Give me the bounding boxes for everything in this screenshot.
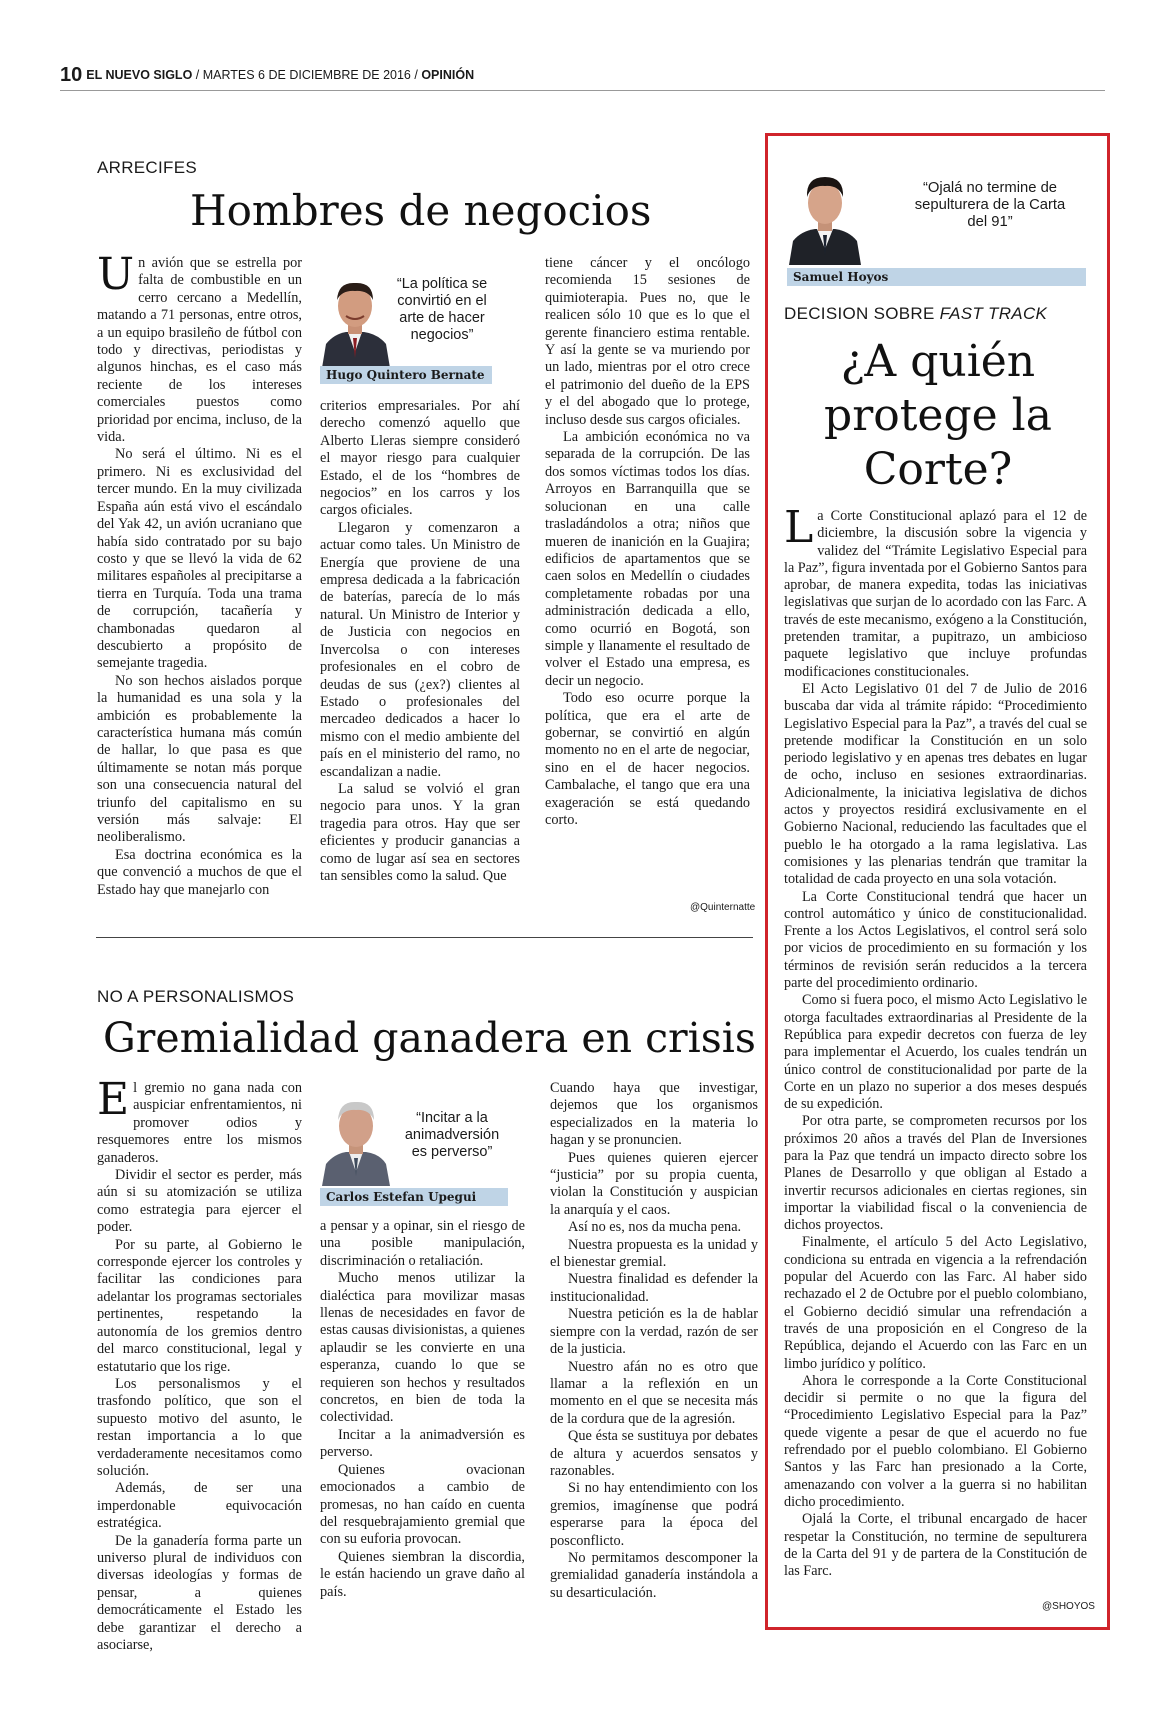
article2-col1-p1-text: l gremio no gana nada con auspiciar enfrentamientos, ni promover odios y resquemores entre los mismos ganaderos. (97, 1080, 302, 1166)
article3-headline (768, 335, 1108, 497)
paragraph: Nuestra petición es la de hablar siempre con la verdad, razón de ser de la justicia. (550, 1306, 758, 1358)
headline-line: ¿A quién (840, 336, 1036, 387)
paragraph: Esa doctrina económica es la que convenció a muchos de que el Estado hay que manejarlo con (97, 846, 302, 898)
author-photo-carlos-estefan (320, 1092, 392, 1186)
article1-column-1 (97, 249, 302, 899)
paragraph: Ojalá la Corte, el tribunal encargado de hacer respetar la Constitución, no termine de sepulturera de la Carta del 91 y de partera de la Constitución de las Farc. (784, 1511, 1087, 1580)
paragraph: Por otra parte, se comprometen recursos por los próximos 20 años a través del Plan de Inversiones para la Paz que tendrá un impacto directo sobre los Planes de Desarrollo y que obligan al Estado a invertir recursos adicionales en ciertas regiones, sin importar la viabilidad fiscal o la conveniencia de dichos proyectos. (784, 1113, 1087, 1234)
paragraph: Nuestra finalidad es defender la institucionalidad. (550, 1271, 758, 1305)
paragraph: El Acto Legislativo 01 del 7 de Julio de 2016 buscaba dar vida al trámite rápido: “Procedimiento Legislativo Especial para la Paz”, a través del cual se pretende modificar la Constitución en un solo periodo legislativo y en apenas tres debates en lugar de ocho, incluso en sesiones extraordinarias. Adicionalmente, la iniciativa legislativa de dichos actos y proyectos residirá exclusivamente en el Gobierno Nacional, reduciendo las facultades que el pueblo le ha otorgado a la rama legislativa. Las comisiones y las plenarias tendrán que tramitar la totalidad de cada proyecto en una sola votación. (784, 680, 1087, 888)
paragraph: De la ganadería forma parte un universo plural de individuos con diversas ideologías y formas de pensar, a quienes democráticamente el Estado les debe garantizar el derecho a asociarse, (97, 1532, 302, 1653)
headline-line: protege la (824, 390, 1052, 441)
article1-author-handle: @Quinternatte (690, 902, 756, 913)
paragraph: No será el último. Ni es el primero. Ni es exclusividad del tercer mundo. En la muy civilizada España aún está vivo el escándalo del Yak 42, un avión ucraniano que había sido contratado por su bajo costo y que se llevó la vida de 62 militares españoles al precipitarse a tierra en Turquía. Toda una trama de corrupción, tacañería y chambonadas quedaron al descubierto a propósito de semejante tragedia. (97, 446, 302, 672)
paragraph: Llegaron y comenzaron a actuar como tales. Un Ministro de Energía que proviene de una empresa dedicada a la fabricación de baterías, parecía de lo más natural. Un Ministro de Interior y de Justicia con negocios en Invercolsa o con intereses profesionales en el cobro de deudas de sus (¿ex?) clientes al Estado o profesionales del mercadeo dedicados a hacer lo mismo con el medio ambiente del país en el ministerio del ramo, no escandalizan a nadie. (320, 519, 520, 780)
article3-p1-text: a Corte Constitucional aplazó para el 12 de diciembre, la discusión sobre la vigencia y validez del “Trámite Legislativo Especial para la Paz”, figura inventada por el Gobierno Santos para aprobar, de manera expedita, todas las iniciativas legislativas que surjan de lo acordado con las Farc. A través de este mecanismo, exógeno a la Constitución, pretenden tramitar, a pupitrazo, un ambicioso paquete legislativo que incluye profundas modificaciones constitucionales. (784, 508, 1087, 680)
article3-author-handle: @SHOYOS (1042, 1601, 1095, 1612)
article2-column-2 (320, 1218, 525, 1601)
article2-pull-quote: “Incitar a la animadversión es perverso” (404, 1110, 500, 1160)
headline-line: Corte? (863, 444, 1013, 495)
section-name: OPINIÓN (421, 68, 475, 82)
paragraph: La ambición económica no va separada de la corrupción. De las dos somos víctimas todos los días. Arroyos en Barranquilla que se solucionan en una calle trasladándolos a otra; niños que mueren de inanición en la Guajira; edificios de apartamentos que se caen solos en Medellín o ciudades completamente robadas por una administración dedicada a ello, como ocurrió en Bogotá, son simple y llanamente el resultado de volver el Estado una empresa, es decir un negocio. (545, 429, 750, 689)
article2-author-box (320, 1092, 508, 1208)
author-photo-samuel-hoyos (787, 165, 863, 265)
publication-name: EL NUEVO SIGLO (86, 68, 193, 82)
paragraph: Los personalismos y el trasfondo político, que son el supuesto motivo del asunto, le restan importancia a lo que verdaderamente necesitamos como solución. (97, 1375, 302, 1479)
article3-kicker (784, 304, 1047, 324)
paragraph: Quienes ovacionan emocionados a cambio de promesas, no han caído en cuenta del resquebrajamiento gremial que con su euforia provocan. (320, 1461, 525, 1548)
page-number: 10 (60, 64, 83, 86)
issue-date: MARTES 6 DE DICIEMBRE DE 2016 (202, 68, 411, 82)
article2-author-name: Carlos Estefan Upegui (320, 1188, 508, 1206)
kicker-italic-text: FAST TRACK (939, 304, 1048, 323)
paragraph: Todo eso ocurre porque la política, que era el arte de gobernar, se convirtió en algún momento no en el arte de negociar, sino en el de hacer negocios. Cambalache, el tango que era una exageración se está quedando corto. (545, 690, 750, 828)
paragraph: Como si fuera poco, el mismo Acto Legislativo le otorga facultades extraordinarias al Presidente de la República para expedir decretos con fuerza de ley para implementar el Acuerdo, los cuales tendrán un único control de constitucionalidad por parte de la Corte en un plazo no superior a dos meses después de su expedición. (784, 992, 1087, 1113)
paragraph: Ahora le corresponde a la Corte Constitucional decidir si permite o no que la figura del “Procedimiento Legislativo Especial para la Paz” quede vigente a pesar de que el acuerdo no fue refrendado por el pueblo colombiano. El Gobierno Santos y las Farc han presionado a la Corte, amenazando con volver a la guerra si no habilitan dicho procedimiento. (784, 1372, 1087, 1510)
article3-body (784, 502, 1087, 1580)
article1-column-2 (320, 398, 520, 885)
paragraph: Mucho menos utilizar la dialéctica para movilizar masas llenas de necesidades en favor de estas causas divisionistas, a quienes aplaudir se les convierte en una esperanza, cuando lo que se requieren son hechos y resultados concretos, en bien de toda la colectividad. (320, 1270, 525, 1426)
article1-author-name: Hugo Quintero Bernate (320, 366, 492, 384)
author-photo-hugo-quintero (320, 272, 390, 368)
article2-headline: Gremialidad ganadera en crisis (103, 1014, 756, 1062)
header-rule (60, 90, 1105, 91)
article1-pull-quote: “La política se convirtió en el arte de hacer negocios” (396, 276, 488, 343)
article1-headline: Hombres de negocios (190, 186, 652, 235)
article1-col1-p1-text: n avión que se estrella por falta de combustible en un cerro cercano a Medellín, matando a 71 personas, entre otros, a un equipo brasileño de fútbol con todo y directivas, periodistas y algunos hinchas, es el caso más reciente de los intereses comerciales puestos como prioridad por encima, incluso, de la vida. (97, 255, 302, 446)
drop-cap: U (97, 249, 135, 300)
paragraph: Por su parte, al Gobierno le corresponde ejercer los controles y facilitar las condiciones para adelantar los programas sectoriales pertinentes, respetando la autonomía de los gremios dentro del marco constitucional, legal y estatutario que los rige. (97, 1236, 302, 1375)
paragraph: a pensar y a opinar, sin el riesgo de una posible manipulación, discriminación o retaliación. (320, 1218, 525, 1269)
drop-cap: L (784, 502, 814, 553)
drop-cap: E (97, 1074, 130, 1125)
article1-column-3 (545, 255, 750, 829)
paragraph: Nuestro afán no es otro que llamar a la reflexión en un momento en el que se necesita más de la cordura que de la agresión. (550, 1358, 758, 1427)
article3-p1 (784, 502, 1087, 681)
paragraph: No permitamos descomponer la gremialidad ganadería instándola a su desarticulación. (550, 1549, 758, 1601)
article1-kicker: ARRECIFES (97, 158, 197, 177)
paragraph: No son hechos aislados porque la humanidad es una sola y la ambición es probablemente la característica humana más común de hallar, lo que pasa es que últimamente se notan más porque son una consecuencia natural del triunfo del capitalismo en su versión más salvaje: El neoliberalismo. (97, 672, 302, 846)
paragraph: Dividir el sector es perder, más aún si su atomización se utiliza como estrategia para ejercer el poder. (97, 1167, 302, 1236)
paragraph: Pues quienes quieren ejercer “justicia” por su propia cuenta, violan la Constitución y auspician la anarquía y el caos. (550, 1149, 758, 1218)
paragraph: Nuestra propuesta es la unidad y el bienestar gremial. (550, 1236, 758, 1271)
kicker-text: DECISION SOBRE (784, 304, 940, 323)
paragraph: Así no es, nos da mucha pena. (568, 1219, 742, 1236)
article3-pull-quote: “Ojalá no termine de sepulturera de la Carta del 91” (914, 180, 1066, 230)
article2-column-3 (550, 1080, 758, 1602)
paragraph: Quienes siembran la discordia, le están haciendo un grave daño al país. (320, 1548, 525, 1600)
article3-author-name: Samuel Hoyos (787, 268, 1086, 286)
paragraph: Que ésta se sustituya por debates de altura y acuerdos sensatos y razonables. (550, 1428, 758, 1479)
paragraph: criterios empresariales. Por ahí derecho comenzó aquello que Alberto Lleras siempre consideró el mayor riesgo para cualquier Estado, el de los “hombres de negocios” en los carros y los cargos oficiales. (320, 398, 520, 519)
article2-kicker: NO A PERSONALISMOS (97, 987, 295, 1006)
paragraph: Además, de ser una imperdonable equivocación estratégica. (97, 1480, 302, 1532)
article1-col1-p1 (97, 249, 302, 446)
paragraph: Cuando haya que investigar, dejemos que los organismos especializados en la materia lo hagan y se pronuncien. (550, 1080, 758, 1149)
paragraph: Finalmente, el artículo 5 del Acto Legislativo, condiciona su entrada en vigencia a la refrendación popular del Acuerdo con las Farc. Al haber sido rechazado el 2 de Octubre por el pueblo colombiano, el Gobierno decidió simular una refrendación a través de una proposición en el Congreso de la República, dejando el Acuerdo con las Farc en un limbo jurídico y político. (784, 1234, 1087, 1372)
paragraph: La Corte Constitucional tendrá que hacer un control automático y único de constitucionalidad. Frente a los Actos Legislativos, el control será solo por vicios de procedimiento en su formación y los términos de revisión serán reducidos a la tercera parte del procedimiento ordinario. (784, 888, 1087, 992)
paragraph: Si no hay entendimiento con los gremios, imagínense que podrá esperarse para la época del posconflicto. (550, 1480, 758, 1549)
paragraph: Incitar a la animadversión es perverso. (320, 1426, 525, 1461)
paragraph: La salud se volvió el gran negocio para unos. Y la gran tragedia para otros. Hay que ser eficientes y producir ganancias a como de lugar así sea en sectores tan sensibles como la salud. Que (320, 780, 520, 884)
paragraph: tiene cáncer y el oncólogo recomienda 15 sesiones de quimioterapia. Pues no, que le realicen sólo 10 que es lo que el gerente financiero estima rentable. Y así la gente se va muriendo por un lado, mientras por el otro crece el patrimonio del dueño de la EPS y el del abogado que lo protege, incluso desde sus cargos oficiales. (545, 255, 750, 428)
section-divider (96, 937, 753, 938)
article2-column-1 (97, 1074, 302, 1654)
article2-col1-p1 (97, 1074, 302, 1167)
article1-author-box (320, 272, 492, 390)
page-header: 10 EL NUEVO SIGLO / MARTES 6 DE DICIEMBRE DE 2016 / OPINIÓN (60, 64, 475, 86)
